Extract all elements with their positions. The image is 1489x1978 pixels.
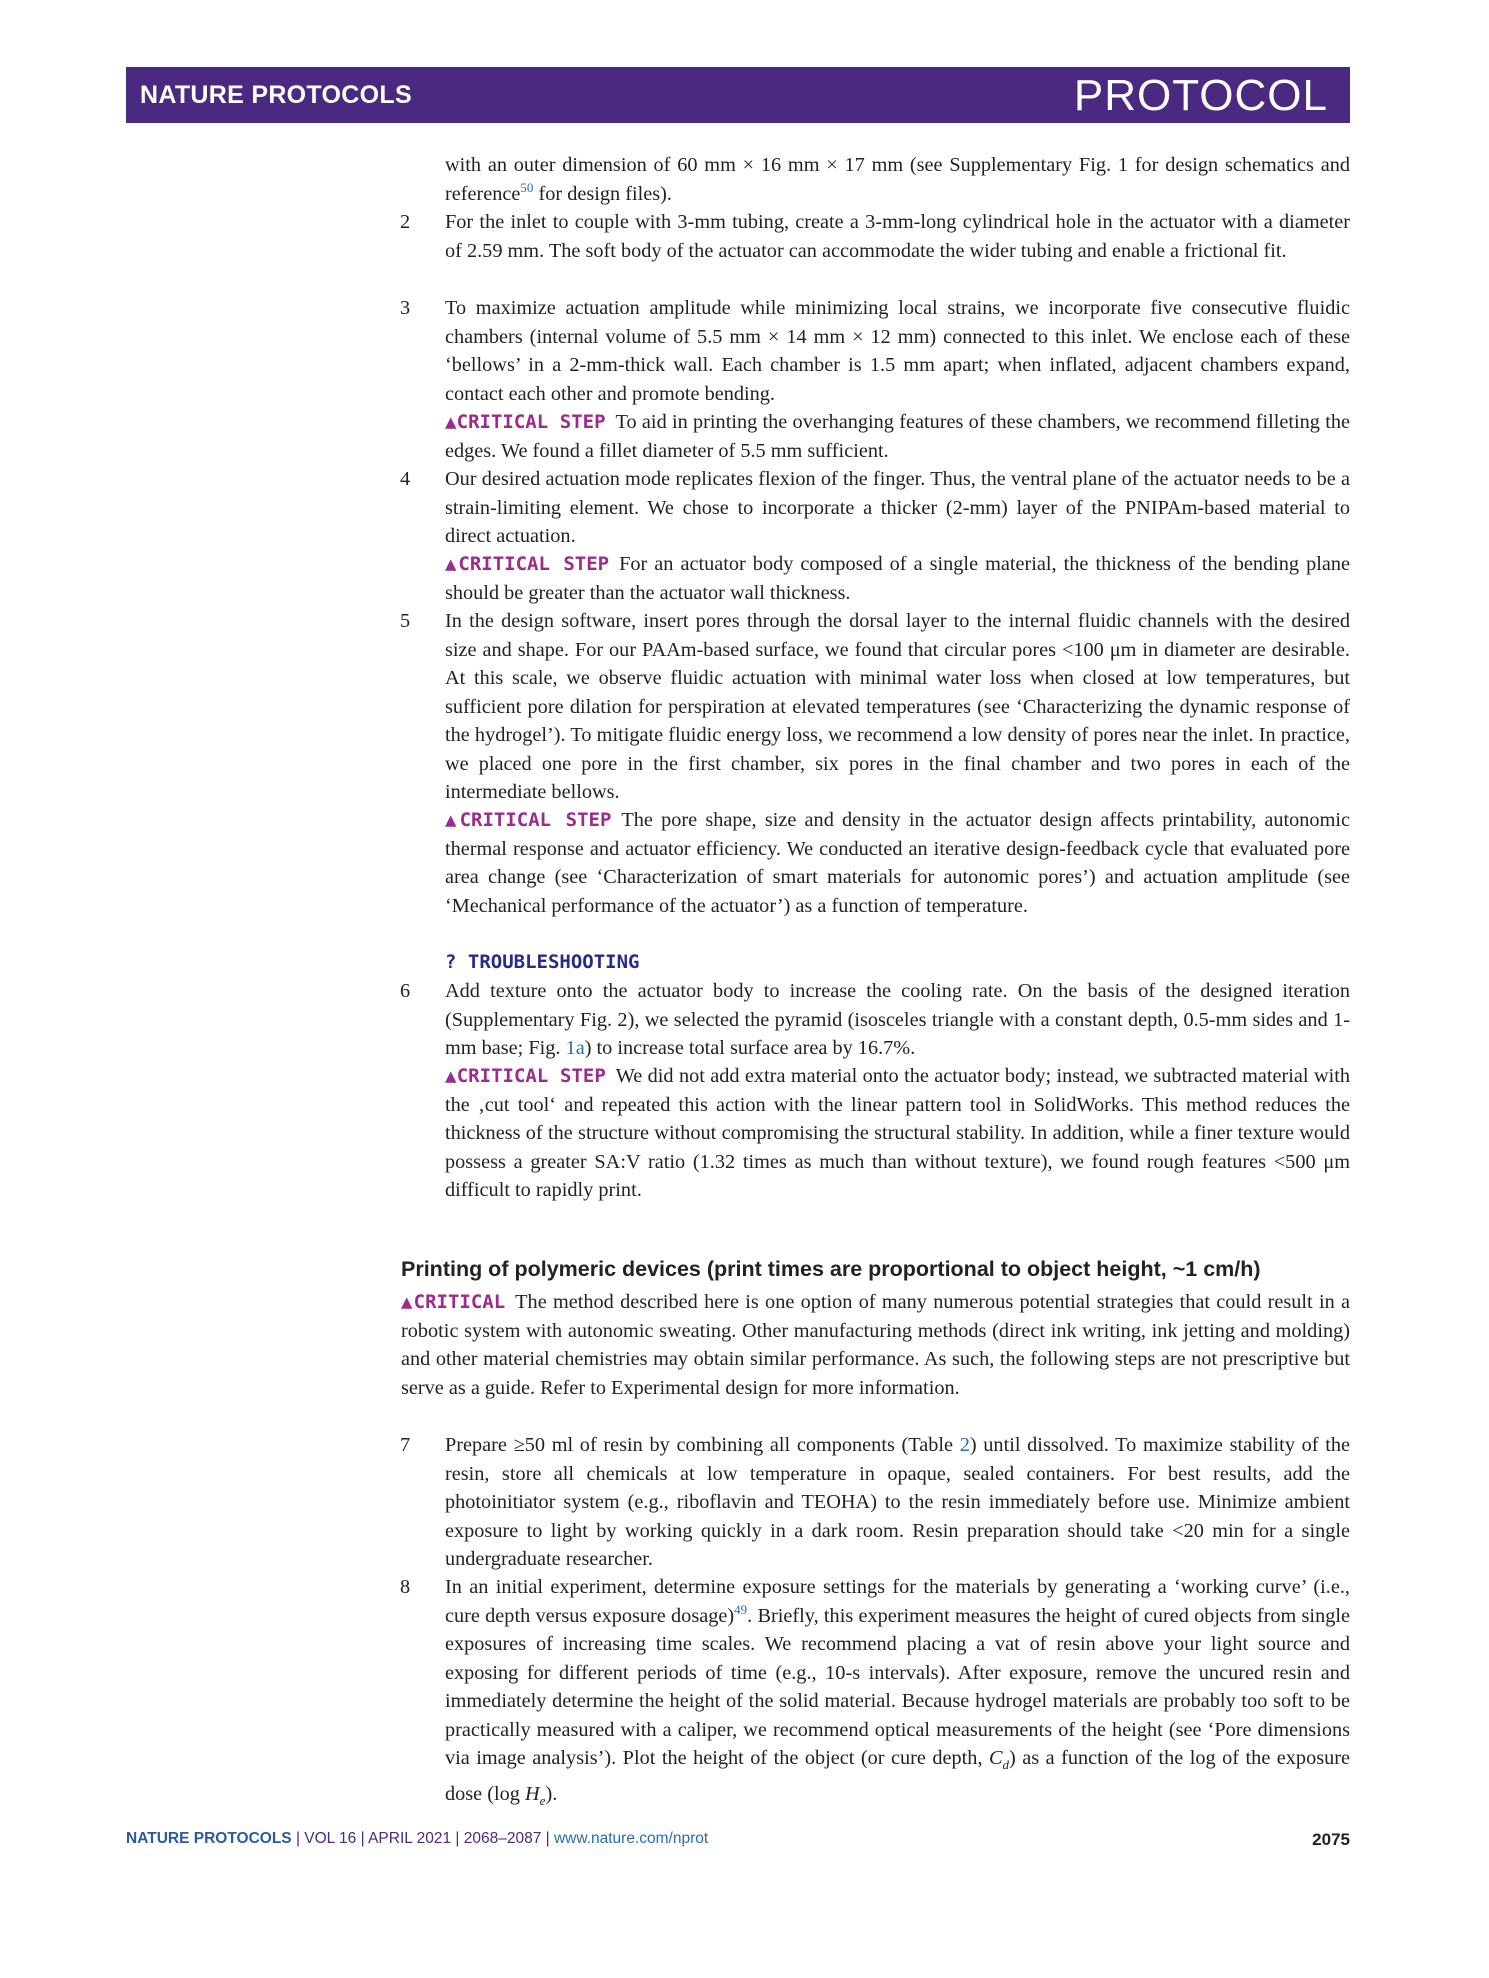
step-text: Add texture onto the actuator body to increase the cooling rate. On the basis of the designed iteration (Supplementary Fig. 2), we selected the pyramid (isosceles triangle with a constant depth, 0.5-mm sides and 1-mm base; Fig. bbox=[445, 980, 1350, 1059]
step-4-text: Our desired actuation mode replicates flexion of the finger. Thus, the ventral plane of the actuator needs to be a strain-limiting element. We chose to incorporate a thicker (2-mm) layer of the PNIPAm-based material to direct actuation. bbox=[445, 468, 1350, 547]
critical-text: The method described here is one option of many numerous potential strategies that could result in a robotic system with autonomic sweating. Other manufacturing methods (direct ink writing, ink jetting and molding) and other material chemistries may obtain similar performance. As such, the following steps are not prescriptive but serve as a guide. Refer to Experimental design for more information. bbox=[401, 1291, 1351, 1399]
critical-step-text: We did not add extra material onto the actuator body; instead, we subtracted material with the ‚cut tool‘ and repeated this action with the linear pattern tool in SolidWorks. This method reduces the thickness of the structure without compromising the structural stability. In addition, while a finer texture would possess a greater SA:V ratio (1.32 times as much than without texture), we found rough features <500 μm difficult to rapidly print. bbox=[445, 1065, 1350, 1201]
cure-depth-symbol: $C_d$ bbox=[989, 1747, 1010, 1773]
critical-step-block bbox=[445, 806, 1350, 920]
critical-label: ▲CRITICAL bbox=[401, 1291, 506, 1313]
step-number: 4 bbox=[400, 468, 411, 490]
critical-step-label: ▲CRITICAL STEP bbox=[445, 411, 606, 433]
step-6-text bbox=[445, 977, 1350, 1063]
step-3-text: To maximize actuation amplitude while minimizing local strains, we incorporate five consecutive fluidic chambers (internal volume of 5.5 mm × 14 mm × 12 mm) connected to this inlet. We enclose each of these ‘bellows’ in a 2-mm-thick wall. Each chamber is 1.5 mm apart; when inflated, adjacent chambers expand, contact each other and promote bending. bbox=[445, 297, 1350, 405]
footer-journal: NATURE PROTOCOLS bbox=[126, 1830, 292, 1847]
exposure-symbol: $H_e$ bbox=[525, 1782, 546, 1808]
page-number: 2075 bbox=[1312, 1830, 1350, 1849]
critical-step-label: ▲CRITICAL STEP bbox=[445, 1065, 606, 1087]
footer-volume: VOL 16 bbox=[304, 1830, 357, 1847]
section-label: PROTOCOL bbox=[1073, 71, 1328, 120]
figure-ref-link[interactable]: 1a bbox=[565, 1037, 585, 1059]
step-text: ). bbox=[545, 1782, 558, 1805]
footer-url-link[interactable]: www.nature.com/nprot bbox=[553, 1830, 709, 1847]
step-text: ) as a function of the log of the exposure dose (log bbox=[445, 1747, 1351, 1805]
step-text: ) until dissolved. To maximize stability of the resin, store all chemicals at low temperature in opaque, sealed containers. For best results, add the photoinitiator system (e.g., riboflavin and TEOHA) to the resin immediately before use. Minimize ambient exposure to light by working quickly in a dark room. Resin preparation should take <20 min for a single undergraduate researcher. bbox=[445, 1434, 1350, 1570]
troubleshooting-link[interactable] bbox=[445, 948, 1350, 977]
step-8-text bbox=[445, 1573, 1350, 1815]
header-banner bbox=[126, 67, 1350, 123]
step-1-continuation bbox=[445, 151, 1350, 208]
step-number: 2 bbox=[400, 211, 411, 233]
critical-step-block bbox=[445, 408, 1350, 465]
critical-step-label: ▲CRITICAL STEP bbox=[445, 553, 610, 575]
step-text: for design files). bbox=[533, 182, 672, 205]
critical-step-text: The pore shape, size and density in the actuator design affects printability, autonomic thermal response and actuator efficiency. We conducted an iterative design-feedback cycle that evaluated pore area change (see ‘Characterization of smart materials for autonomic pores’) and actuation amplitude (see ‘Mechanical performance of the actuator’) as a function of temperature. bbox=[445, 809, 1350, 917]
citation-50[interactable]: 50 bbox=[520, 179, 534, 195]
critical-step-text: For an actuator body composed of a single material, the thickness of the bending plane should be greater than the actuator wall thickness. bbox=[445, 553, 1350, 604]
footer-citation: NATURE PROTOCOLS | VOL 16 | APRIL 2021 | 2068–2087 | www.nature.com/nprot bbox=[126, 1830, 709, 1847]
critical-block bbox=[401, 1288, 1350, 1402]
step-2-text: For the inlet to couple with 3-mm tubing, create a 3-mm-long cylindrical hole in the actuator with a diameter of 2.59 mm. The soft body of the actuator can accommodate the wider tubing and enable a frictional fit. bbox=[445, 211, 1350, 262]
troubleshooting-label[interactable]: ? TROUBLESHOOTING bbox=[445, 951, 640, 973]
step-text: In an initial experiment, determine exposure settings for the materials by generating a ‘working curve’ (i.e., cure depth versus exposure dosage) bbox=[445, 1576, 1350, 1627]
step-number: 8 bbox=[400, 1576, 411, 1598]
critical-step-block bbox=[445, 550, 1350, 607]
step-text: with an outer dimension of 60 mm × 16 mm × 17 mm (see Supplementary Fig. 1 for design schematics and reference bbox=[445, 154, 1350, 205]
footer-date: APRIL 2021 bbox=[368, 1830, 452, 1847]
critical-step-label: ▲CRITICAL STEP bbox=[445, 809, 612, 831]
journal-name: NATURE PROTOCOLS bbox=[140, 81, 412, 109]
step-5-text: In the design software, insert pores through the dorsal layer to the internal fluidic channels with the desired size and shape. For our PAAm-based surface, we found that circular pores <100 μm in diameter are desirable. At this scale, we observe fluidic actuation with minimal water loss when closed at low temperatures, but sufficient pore dilation for perspiration at elevated temperatures (see ‘Characterizing the dynamic response of the hydrogel’). To mitigate fluidic energy loss, we recommend a low density of pores near the inlet. In practice, we placed one pore in the first chamber, six pores in the final chamber and two pores in each of the intermediate bellows. bbox=[445, 610, 1350, 803]
step-text: ) to increase total surface area by 16.7%. bbox=[584, 1037, 916, 1059]
table-ref-link[interactable]: 2 bbox=[959, 1434, 970, 1456]
step-number: 5 bbox=[400, 610, 411, 632]
critical-step-block bbox=[445, 1062, 1350, 1205]
step-text: Prepare ≥50 ml of resin by combining all components (Table bbox=[445, 1434, 960, 1456]
citation-49[interactable]: 49 bbox=[734, 1601, 748, 1617]
step-number: 7 bbox=[400, 1434, 411, 1456]
section-heading: Printing of polymeric devices (print times are proportional to object height, ~1 cm/h) bbox=[401, 1257, 1261, 1281]
step-7-text bbox=[445, 1431, 1350, 1574]
step-number: 3 bbox=[400, 297, 411, 319]
step-number: 6 bbox=[400, 980, 411, 1002]
page-footer bbox=[126, 1830, 1350, 1854]
step-text: . Briefly, this experiment measures the height of cured objects from single exposures of increasing time scales. We recommend placing a vat of resin above your light source and exposing for different periods of time (e.g., 10-s intervals). After exposure, remove the uncured resin and immediately determine the height of the solid material. Because hydrogel materials are probably too soft to be practically measured with a caliper, we recommend optical measurements of the height (see ‘Pore dimensions via image analysis’). Plot the height of the object (or cure depth, bbox=[445, 1604, 1350, 1769]
footer-pages: 2068–2087 bbox=[463, 1830, 542, 1847]
critical-step-text: To aid in printing the overhanging features of these chambers, we recommend filleting the edges. We found a fillet diameter of 5.5 mm sufficient. bbox=[445, 411, 1350, 462]
